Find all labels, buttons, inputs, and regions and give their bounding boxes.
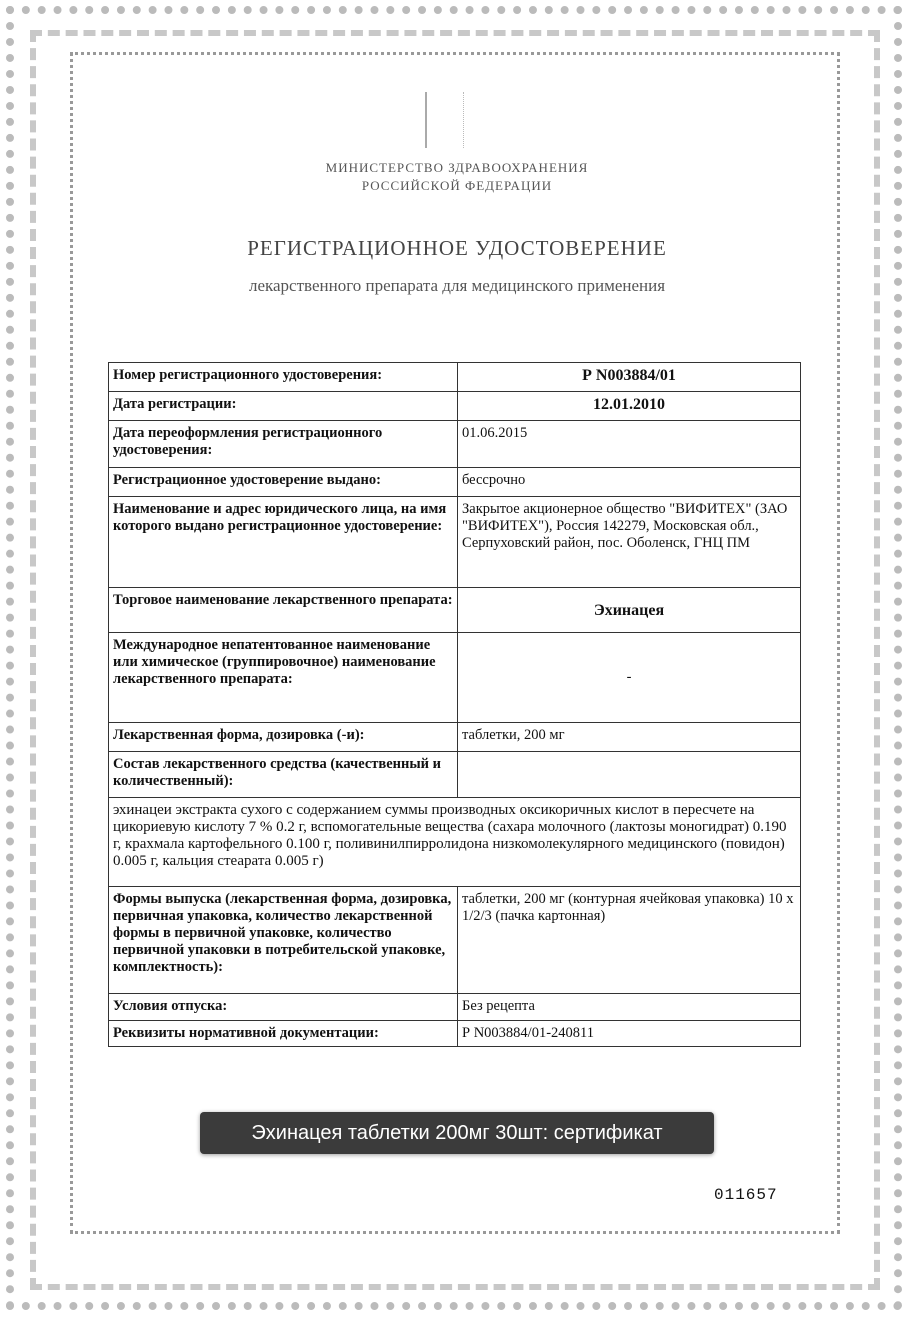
table-row [109, 633, 801, 723]
row-value: Без рецепта [458, 994, 801, 1021]
row-value: таблетки, 200 мг [458, 723, 801, 752]
row-value: таблетки, 200 мг (контурная ячейковая упаковка) 10 х 1/2/3 (пачка картонная) [458, 887, 801, 994]
row-label: Наименование и адрес юридического лица, на имя которого выдано регистрационное удостоверение: [109, 497, 458, 588]
document-title: РЕГИСТРАЦИОННОЕ УДОСТОВЕРЕНИЕ [247, 236, 667, 260]
row-value: бессрочно [458, 468, 801, 497]
table-row [109, 421, 801, 468]
row-label: Торговое наименование лекарственного препарата: [109, 588, 458, 633]
row-value: Эхинацея [458, 588, 801, 633]
row-label: Реквизиты нормативной документации: [109, 1021, 458, 1047]
row-value: Р N003884/01-240811 [458, 1021, 801, 1047]
document-subtitle: лекарственного препарата для медицинского применения [248, 276, 666, 295]
table-row [109, 798, 801, 887]
row-label: Лекарственная форма, дозировка (-и): [109, 723, 458, 752]
table-row [109, 994, 801, 1021]
image-tooltip: Эхинацея таблетки 200мг 30шт: сертификат [200, 1112, 714, 1154]
table-row [109, 1021, 801, 1047]
row-value [458, 752, 801, 798]
emblem-icon [425, 92, 464, 148]
table-row [109, 497, 801, 588]
table-row [109, 363, 801, 392]
certificate-table [108, 362, 801, 1047]
composition-text: эхинацеи экстракта сухого с содержанием суммы производных оксикоричных кислот в пересчете на цикориевую кислоту 7 % 0.2 г, вспомогательные вещества (сахара молочного (лактозы моногидрат) 0.190 г, крахмала картофельного 0.100 г, поливинилпирролидона низкомолекулярного медицинского (повидон) 0.005 г, кальция стеарата 0.005 г) [109, 798, 801, 887]
table-row [109, 392, 801, 421]
ministry-line2: РОССИЙСКОЙ ФЕДЕРАЦИИ [361, 178, 553, 193]
row-value: 12.01.2010 [458, 392, 801, 421]
row-label: Формы выпуска (лекарственная форма, дозировка, первичная упаковка, количество лекарственной формы в первичной упаковке, количество первичной упаковки в потребительской упаковке, комплектность): [109, 887, 458, 994]
serial-number: 011657 [714, 1186, 778, 1204]
row-value: Р N003884/01 [458, 363, 801, 392]
row-label: Дата переоформления регистрационного удостоверения: [109, 421, 458, 468]
table-row [109, 723, 801, 752]
ministry-line1: МИНИСТЕРСТВО ЗДРАВООХРАНЕНИЯ [325, 160, 589, 175]
table-row [109, 752, 801, 798]
row-label: Номер регистрационного удостоверения: [109, 363, 458, 392]
row-label: Состав лекарственного средства (качественный и количественный): [109, 752, 458, 798]
table-row [109, 887, 801, 994]
row-label: Регистрационное удостоверение выдано: [109, 468, 458, 497]
table-row [109, 588, 801, 633]
table-row [109, 468, 801, 497]
row-label: Условия отпуска: [109, 994, 458, 1021]
row-label: Международное непатентованное наименование или химическое (группировочное) наименование лекарственного препарата: [109, 633, 458, 723]
row-value: - [458, 633, 801, 723]
row-value: 01.06.2015 [458, 421, 801, 468]
row-value: Закрытое акционерное общество "ВИФИТЕХ" (ЗАО "ВИФИТЕХ"), Россия 142279, Московская обл., Серпуховский район, пос. Оболенск, ГНЦ ПМ [458, 497, 801, 588]
row-label: Дата регистрации: [109, 392, 458, 421]
